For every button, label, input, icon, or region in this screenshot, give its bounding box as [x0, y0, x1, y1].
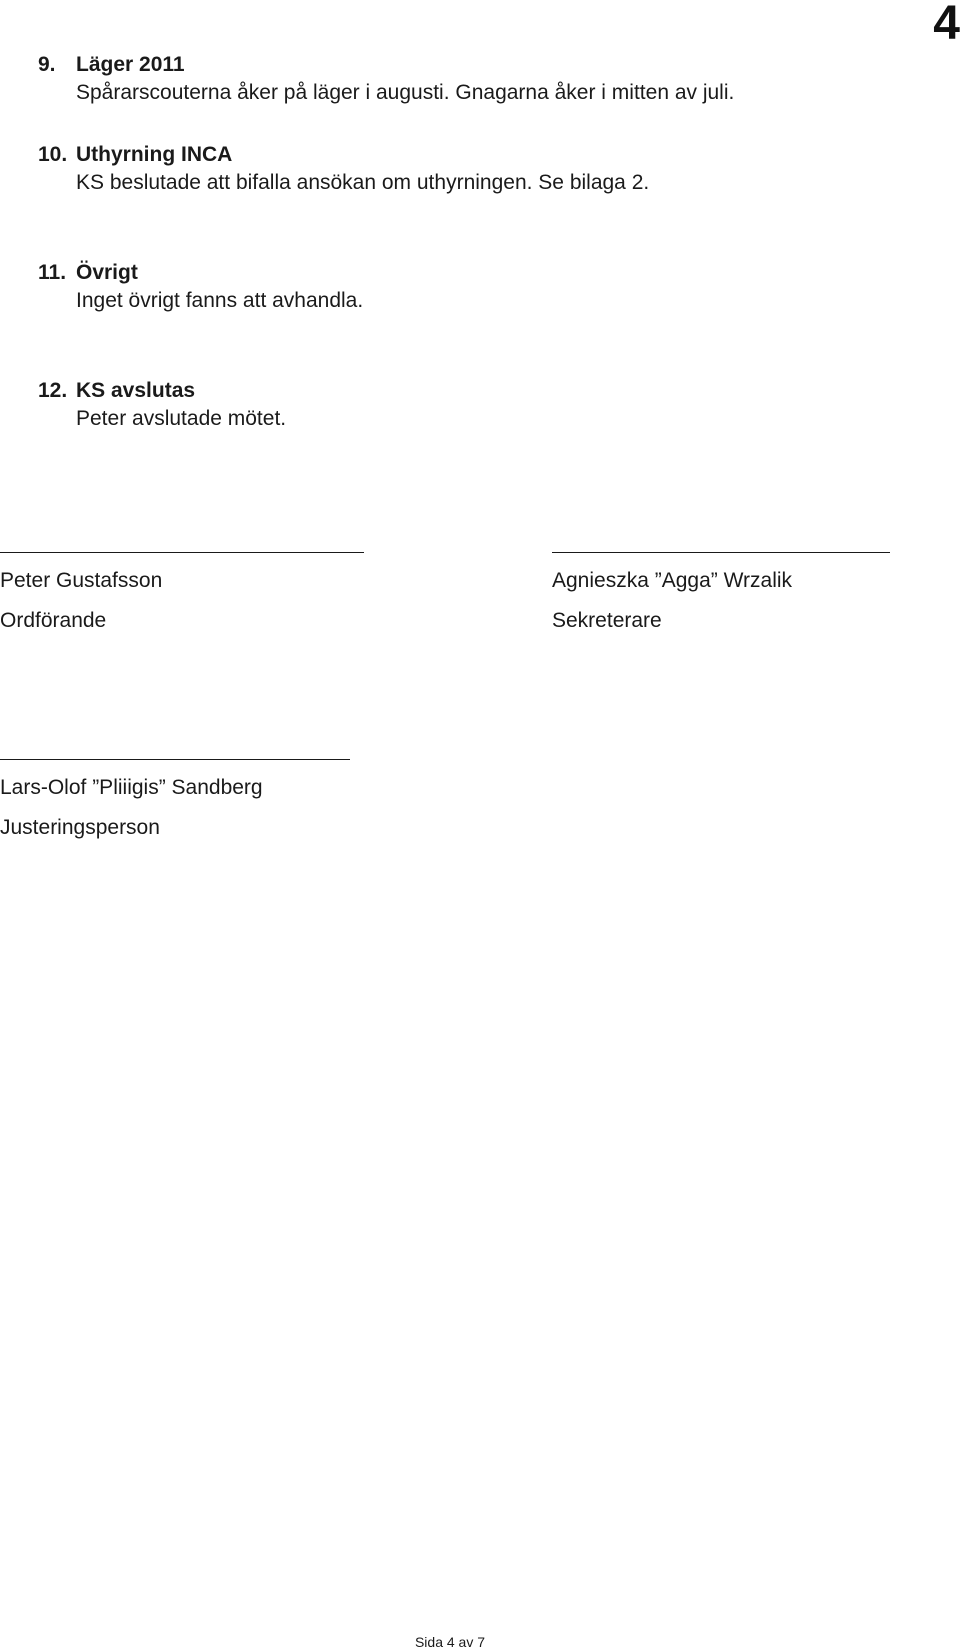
section-title: KS avslutas [76, 379, 196, 402]
section-body: Spårarscouterna åker på läger i augusti. Gnagarna åker i mitten av juli. [76, 81, 735, 104]
signatory-role: Sekreterare [552, 609, 662, 632]
section-heading [38, 377, 918, 405]
section-body: Peter avslutade mötet. [76, 407, 287, 430]
page-footer [0, 1633, 960, 1651]
section-12 [38, 377, 918, 433]
section-11 [38, 259, 918, 315]
section-number: 11. [38, 261, 67, 284]
section-heading [38, 51, 918, 79]
section-number: 9. [38, 53, 56, 76]
signatory-name: Peter Gustafsson [0, 569, 163, 592]
page-corner-number: 4 [933, 0, 960, 50]
signature-line [552, 552, 890, 553]
section-title: Övrigt [76, 261, 138, 284]
section-title: Uthyrning INCA [76, 143, 233, 166]
page-footer-text: Sida 4 av 7 [414, 1634, 486, 1650]
section-number: 10. [38, 143, 68, 166]
section-10 [38, 141, 918, 197]
section-heading [38, 259, 918, 287]
section-heading [38, 141, 918, 169]
signature-line [0, 552, 364, 553]
section-9 [38, 51, 918, 107]
signatory-role: Ordförande [0, 609, 107, 632]
section-body: KS beslutade att bifalla ansökan om uthyrningen. Se bilaga 2. [76, 171, 650, 194]
signatory-role: Justeringsperson [0, 816, 160, 839]
signatory-name: Lars-Olof ”Pliiigis” Sandberg [0, 776, 263, 799]
section-number: 12. [38, 379, 68, 402]
signature-line [0, 759, 350, 760]
section-title: Läger 2011 [76, 53, 185, 76]
signatory-name: Agnieszka ”Agga” Wrzalik [552, 569, 793, 592]
section-body: Inget övrigt fanns att avhandla. [76, 289, 364, 312]
